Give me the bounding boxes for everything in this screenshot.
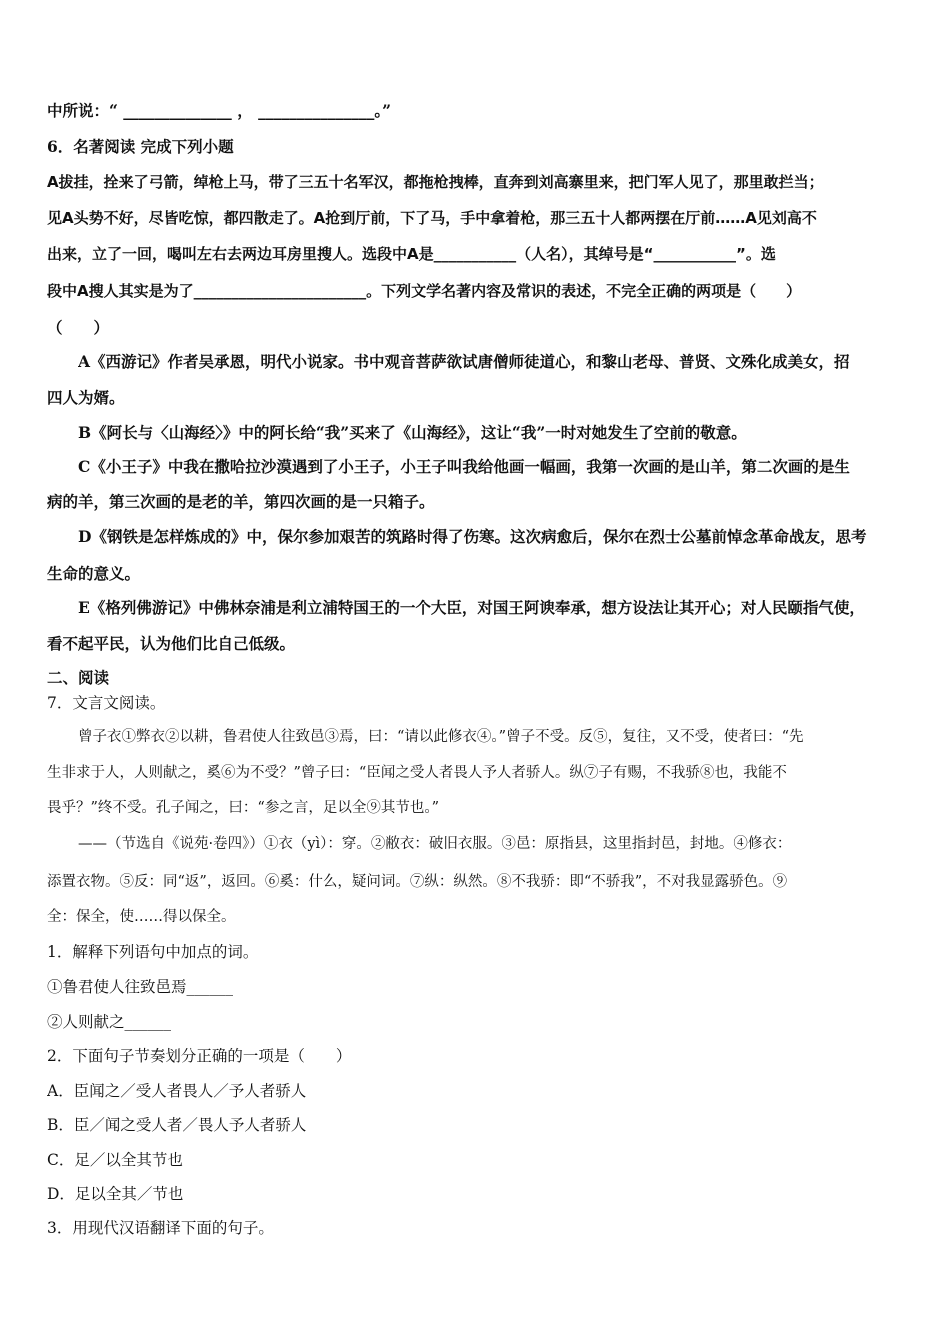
answer-bracket: （ ） — [47, 318, 110, 337]
classical-passage-line: 曾子衣①弊衣②以耕，鲁君使人往致邑③焉，曰：“请以此修衣④。”曾子不受。反⑤，复往，又不受，使者曰：“先 — [78, 729, 804, 745]
subquestion-2-option-d: D．足以全其／节也 — [47, 1185, 184, 1203]
annotation-line: ——（节选自《说苑·卷四》）①衣（yì）：穿。②敝衣：破旧衣服。③邑：原指县，这里指封邑，封地。④修衣： — [78, 836, 792, 852]
subquestion-2-option-c: C．足／以全其节也 — [47, 1151, 183, 1169]
passage-line: 见A头势不好，尽皆吃惊，都四散走了。A抢到厅前，下了马，手中拿着枪，那三五十人都两摆在厅前……A见刘高不 — [47, 209, 817, 227]
option-a: A《西游记》作者吴承恩，明代小说家。书中观音菩萨欲试唐僧师徒道心，和黎山老母、普贤、文殊化成美女，招 — [78, 352, 850, 371]
classical-passage-line: 畏乎？”终不受。孔子闻之，曰：“参之言，足以全⑨其节也。” — [47, 800, 439, 816]
subquestion-2-option-a: A．臣闻之／受人者畏人／予人者骄人 — [47, 1082, 307, 1100]
option-c: C《小王子》中我在撒哈拉沙漠遇到了小王子，小王子叫我给他画一幅画，我第一次画的是山羊，第二次画的是生 — [78, 457, 850, 476]
subquestion-3: 3．用现代汉语翻译下面的句子。 — [47, 1219, 274, 1237]
subquestion-1-item-1: ①鲁君使人往致邑焉______ — [47, 978, 234, 996]
passage-line: A拔挂，拴来了弓箭，绰枪上马，带了三五十名军汉，都拖枪拽棒，直奔到刘高寨里来，把门军人见了，那里敢拦当； — [47, 173, 824, 191]
passage-line: 段中A搜人其实是为了_______________________。下列文学名著内容及常识的表述，不完全正确的两项是（ ） — [47, 282, 802, 300]
question-7-heading: 7．文言文阅读。 — [47, 694, 166, 712]
subquestion-2-option-b: B．臣／闻之受人者／畏人予人者骄人 — [47, 1116, 307, 1134]
subquestion-2: 2．下面句子节奏划分正确的一项是（ ） — [47, 1047, 352, 1065]
option-d: D《钢铁是怎样炼成的》中，保尔参加艰苦的筑路时得了伤寒。这次病愈后，保尔在烈士公墓前悼念革命战友，思考 — [78, 527, 867, 546]
option-e-continued: 看不起平民，认为他们比自己低级。 — [47, 634, 296, 653]
section-heading-reading: 二、阅读 — [47, 668, 110, 687]
passage-line: 出来，立了一回，喝叫左右去两边耳房里搜人。选段中A是___________（人名），其绰号是“___________”。选 — [47, 245, 776, 263]
question-6-heading: 6．名著阅读 完成下列小题 — [47, 137, 234, 156]
option-c-continued: 病的羊，第三次画的是老的羊，第四次画的是一只箱子。 — [47, 492, 435, 511]
option-d-continued: 生命的意义。 — [47, 564, 141, 583]
fill-blank-quote-line: 中所说：“ ______________ ， _______________。” — [47, 101, 392, 120]
option-b: B《阿长与〈山海经〉》中的阿长给“我”买来了《山海经》，这让“我”一时对她发生了空前的敬意。 — [78, 423, 747, 442]
option-e: E《格列佛游记》中佛林奈浦是利立浦特国王的一个大臣，对国王阿谀奉承，想方设法让其开心；对人民颐指气使， — [78, 598, 865, 617]
subquestion-1: 1．解释下列语句中加点的词。 — [47, 943, 259, 961]
annotation-line: 添置衣物。⑤反：同“返”，返回。⑥奚：什么，疑问词。⑦纵：纵然。⑧不我骄：即“不骄我”，不对我显露骄色。⑨ — [47, 874, 788, 890]
subquestion-1-item-2: ②人则献之______ — [47, 1013, 172, 1031]
option-a-continued: 四人为婿。 — [47, 388, 125, 407]
annotation-line: 全：保全，使……得以保全。 — [47, 909, 236, 925]
classical-passage-line: 生非求于人，人则献之，奚⑥为不受？”曾子曰：“臣闻之受人者畏人予人者骄人。纵⑦子有赐，不我骄⑧也，我能不 — [47, 765, 787, 781]
